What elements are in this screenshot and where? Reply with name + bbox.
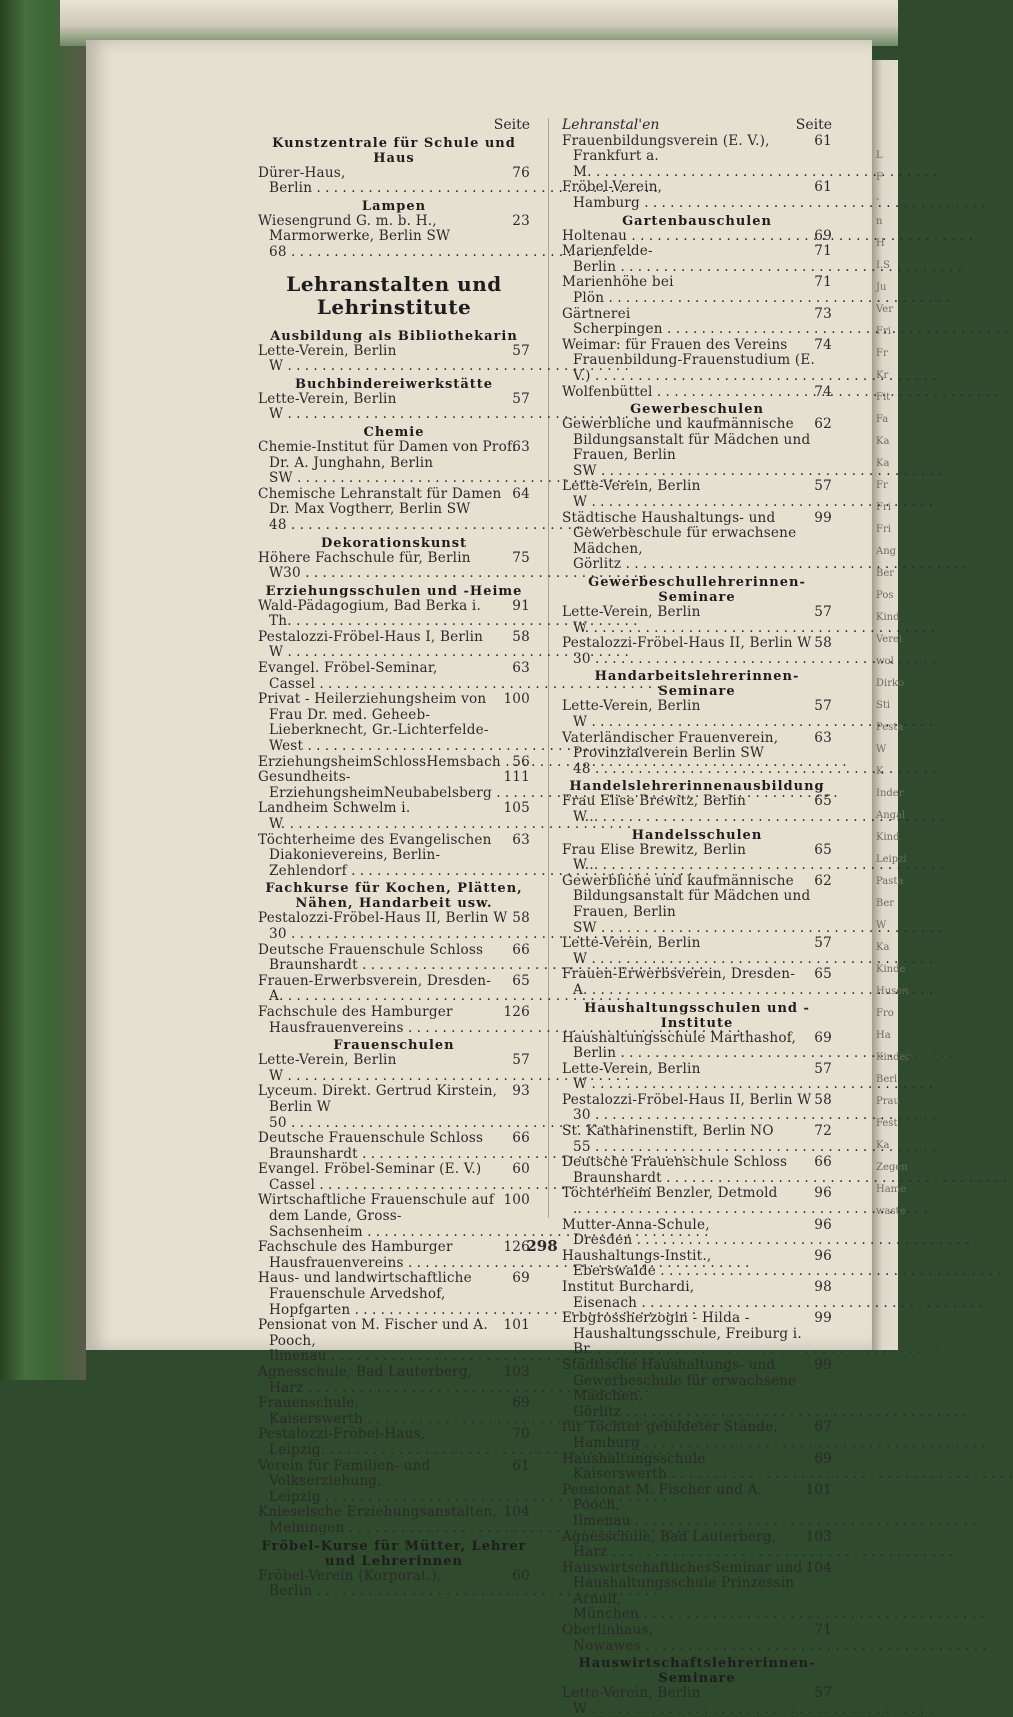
index-entry xyxy=(258,1084,530,1131)
facing-page-fragment: Fa xyxy=(876,414,889,425)
facing-page-fragment: Hame xyxy=(876,1184,907,1195)
entry-text: Städtische Haushaltungs- und Gewerbeschule für erwachsene Mädchen, Görlitz . . . xyxy=(573,1358,821,1420)
index-entry xyxy=(258,440,530,487)
index-entry xyxy=(562,1530,832,1561)
index-entry xyxy=(258,344,530,375)
entry-text: für Töchter gebildeter Stände, Hamburg . . . xyxy=(573,1420,821,1451)
entry-text: Erbgrossherzogin - Hilda - Haushaltungsschule, Freiburg i. Br. . . . xyxy=(573,1311,821,1358)
category-heading: Erziehungsschulen und -Heime xyxy=(265,583,523,599)
running-head: Lehranstal'en xyxy=(562,117,660,133)
facing-page-fragment: Fit xyxy=(876,392,891,403)
category-heading: Buchbindereiwerkstätte xyxy=(294,376,494,392)
facing-page-fragment: Ber xyxy=(876,898,895,909)
entry-text: Dürer-Haus, Berlin . . . xyxy=(269,166,519,197)
facing-page-fragment: Pasta xyxy=(876,876,904,887)
facing-page-fragment: Husen xyxy=(876,986,909,997)
entry-page: 61 xyxy=(512,1457,530,1474)
index-entry xyxy=(258,1396,530,1427)
entry-page: 61 xyxy=(814,132,832,149)
entry-page: 96 xyxy=(814,1247,832,1264)
index-entry xyxy=(258,1505,530,1536)
entry-text: Töchterheim Benzler, Detmold .. . . . xyxy=(573,1186,821,1217)
entry-text: Fröbel-Verein (Korporat.), Berlin . . . xyxy=(269,1569,519,1600)
index-entry xyxy=(562,1062,832,1093)
index-entry xyxy=(258,1271,530,1318)
entry-text: Pestalozzi-Fröbel-Haus II, Berlin W 30 . . . xyxy=(269,911,519,942)
entry-page: 100 xyxy=(503,1192,530,1209)
entry-text: Frauen-Erwerbsverein, Dresden-A. . . . xyxy=(573,967,821,998)
entry-page: 62 xyxy=(814,416,832,433)
category-heading: Fröbel-Kurse für Mütter, Lehrer und Lehrerinnen xyxy=(261,1538,527,1569)
entry-page: 105 xyxy=(503,800,530,817)
entry-text: Holtenau . . . xyxy=(573,229,821,245)
index-entry xyxy=(258,1162,530,1193)
entry-page: 57 xyxy=(512,1052,530,1069)
entry-page: 91 xyxy=(512,597,530,614)
index-entry xyxy=(562,134,832,181)
category-heading: Dekorationskunst xyxy=(320,535,468,551)
entry-text: Lette-Verein, Berlin W . . . xyxy=(269,344,519,375)
index-entry xyxy=(258,1193,530,1240)
entry-text: Frauenbildungsverein (E. V.), Frankfurt a. M. . . . xyxy=(573,134,821,181)
entry-page: 96 xyxy=(814,1185,832,1202)
entry-page: 67 xyxy=(814,1419,832,1436)
facing-page-fragment: Fr xyxy=(876,480,888,491)
entry-page: 126 xyxy=(503,1003,530,1020)
entry-page: 76 xyxy=(512,164,530,181)
entry-page: 72 xyxy=(814,1123,832,1140)
entry-text: Marienfelde-Berlin . . . xyxy=(573,244,821,275)
entry-page: 65 xyxy=(814,793,832,810)
entry-page: 57 xyxy=(814,1685,832,1702)
index-entry xyxy=(562,967,832,998)
index-entry xyxy=(562,936,832,967)
entry-page: 63 xyxy=(512,660,530,677)
entry-page: 96 xyxy=(814,1216,832,1233)
index-entry xyxy=(562,1093,832,1124)
category-heading: Gartenbauschulen xyxy=(622,213,772,229)
index-entry xyxy=(258,1131,530,1162)
entry-page: 57 xyxy=(512,342,530,359)
category-heading: Lampen xyxy=(361,198,427,214)
entry-page: 57 xyxy=(814,935,832,952)
entry-text: Deutsche Frauenschule Schloss Braunshardt . . . xyxy=(573,1155,821,1186)
index-entry xyxy=(562,1155,832,1186)
entry-page: 103 xyxy=(805,1528,832,1545)
entry-text: Chemie-Institut für Damen von Prof. Dr. A. Junghahn, Berlin SW . . . xyxy=(269,440,519,487)
index-entry xyxy=(562,479,832,510)
entry-text: Frauenschule, Kaiserswerth . . . xyxy=(269,1396,519,1427)
category-heading: Fachkurse für Kochen, Plätten, Nähen, Handarbeit usw. xyxy=(265,881,523,912)
index-entry xyxy=(562,1483,832,1530)
entry-text: Wiesengrund G. m. b. H., Marmorwerke, Berlin SW 68 . . . xyxy=(269,214,519,261)
entry-page: 93 xyxy=(512,1083,530,1100)
facing-page-fragment: Kr xyxy=(876,370,889,381)
index-entry xyxy=(258,1318,530,1365)
entry-page: 58 xyxy=(814,635,832,652)
category-heading: Gewerbeschulen xyxy=(630,402,764,418)
entry-text: Privat - Heilerziehungsheim von Frau Dr. med. Geheeb-Lieberknecht, Gr.-Lichterfelde-West . . . xyxy=(269,692,510,754)
entry-page: 58 xyxy=(512,910,530,927)
index-entry xyxy=(562,1686,832,1717)
index-entry xyxy=(258,1427,530,1458)
entry-text: Frauen-Erwerbsverein, Dresden-A. . . . xyxy=(269,974,519,1005)
entry-text: Lette-Verein, Berlin W . . . xyxy=(573,699,821,730)
index-entry xyxy=(562,417,832,479)
entry-page: 58 xyxy=(512,628,530,645)
entry-text: Vaterländischer Frauenverein, Provinzialverein Berlin SW 48 . . . xyxy=(573,731,821,778)
entry-text: Lette-Verein, Berlin W . . . xyxy=(269,392,519,423)
index-entry xyxy=(258,755,530,771)
entry-text: St. Katharinenstift, Berlin NO 55 . . . xyxy=(573,1124,821,1155)
index-entry xyxy=(258,974,530,1005)
index-entry xyxy=(562,1561,832,1623)
entry-text: Oberlinhaus, Nowawes . . . xyxy=(573,1623,821,1654)
entry-text: ErziehungsheimSchlossHemsbach . . . xyxy=(269,755,519,771)
index-entry xyxy=(258,630,530,661)
entry-text: Lette-Verein, Berlin W . . . xyxy=(573,479,821,510)
facing-page-fragment: Kind xyxy=(876,832,900,843)
entry-page: 60 xyxy=(512,1567,530,1584)
entry-text: Evangel. Fröbel-Seminar (E. V.) Cassel . . . xyxy=(269,1162,519,1193)
entry-text: Lette-Verein, Berlin W. . . . xyxy=(573,605,821,636)
entry-page: 104 xyxy=(805,1559,832,1576)
index-entry xyxy=(562,180,832,211)
facing-page-fragment: waste xyxy=(876,1206,906,1217)
entry-page: 98 xyxy=(814,1279,832,1295)
index-entry xyxy=(562,307,832,338)
index-entry xyxy=(258,1569,530,1600)
category-heading: Frauenschulen xyxy=(333,1038,455,1054)
entry-page: 104 xyxy=(503,1504,530,1521)
facing-page-fragment: Zegen xyxy=(876,1162,908,1173)
facing-page-fragment: Sti xyxy=(876,700,891,711)
index-entry xyxy=(562,1358,832,1420)
book-binding-left xyxy=(0,0,86,1380)
entry-text: Haushaltungsschule Kaiserswerth . . . xyxy=(573,1452,821,1483)
entry-page: 63 xyxy=(512,831,530,848)
facing-page-fragment: Angal xyxy=(876,810,906,821)
index-entry xyxy=(562,874,832,936)
facing-page-fragment: Fro xyxy=(876,1008,894,1019)
index-entry xyxy=(562,1031,832,1062)
category-heading: Haushaltungsschulen und -Institute xyxy=(584,1000,810,1031)
page-number: 298 xyxy=(526,1237,558,1255)
entry-page: 69 xyxy=(814,1029,832,1046)
facing-page-fragment: W xyxy=(876,744,887,755)
entry-text: Wald-Pädagogium, Bad Berka i. Th. . . . xyxy=(269,599,519,630)
entry-page: 66 xyxy=(814,1154,832,1171)
facing-page-fragment: Leipzi xyxy=(876,854,907,865)
entry-text: Landheim Schwelm i. W. . . . xyxy=(269,801,510,832)
facing-page-fragment: Ka xyxy=(876,942,890,953)
index-entry xyxy=(562,1452,832,1483)
entry-text: Verein für Familien- und Volkserziehung, Leipzig . . . xyxy=(269,1459,519,1506)
entry-page: 57 xyxy=(814,604,832,621)
entry-page: 74 xyxy=(814,383,832,400)
index-entry xyxy=(562,1623,832,1654)
category-heading: Kunstzentrale für Schule und Haus xyxy=(272,135,516,166)
facing-page-fragment: Berl xyxy=(876,1074,898,1085)
entry-page: 64 xyxy=(512,485,530,502)
entry-text: Lette-Verein, Berlin W . . . xyxy=(269,1053,519,1084)
entry-text: Pestalozzi-Fröbel-Haus I, Berlin W . . . xyxy=(269,630,519,661)
facing-page-fragment: Kind xyxy=(876,612,900,623)
entry-page: 61 xyxy=(814,179,832,196)
index-entry xyxy=(258,692,530,754)
facing-page-fragment: Fr xyxy=(876,348,888,359)
index-entry xyxy=(258,1459,530,1506)
entry-text: Evangel. Fröbel-Seminar, Cassel . . . xyxy=(269,661,519,692)
index-entry xyxy=(562,731,832,778)
facing-page-fragment: Ka xyxy=(876,436,890,447)
entry-page: 65 xyxy=(512,972,530,989)
facing-page-fragment: wol xyxy=(876,656,894,667)
entry-text: Fachschule des Hamburger Hausfrauenvereins . . . xyxy=(269,1240,510,1271)
entry-page: 69 xyxy=(814,227,832,244)
entry-text: Institut Burchardi, Eisenach . . . xyxy=(573,1280,821,1311)
facing-page-fragment: Ju xyxy=(876,282,887,293)
entry-page: 101 xyxy=(503,1317,530,1334)
entry-text: Haushaltungs-Instit., Eberswalde . . . xyxy=(573,1249,821,1280)
entry-text: Städtische Haushaltungs- und Gewerbeschule für erwachsene Mädchen, Görlitz . . . xyxy=(573,511,821,573)
entry-page: 56 xyxy=(512,753,530,770)
index-entry xyxy=(258,833,530,880)
entry-page: 100 xyxy=(503,691,530,708)
facing-page-fragment: Ka xyxy=(876,1140,890,1151)
index-entry xyxy=(562,1186,832,1217)
entry-text: Fachschule des Hamburger Hausfrauenvereins . . . xyxy=(269,1005,510,1036)
entry-page: 70 xyxy=(512,1426,530,1443)
index-entry xyxy=(258,1365,530,1396)
entry-page: 58 xyxy=(814,1091,832,1108)
entry-text: Lyceum. Direkt. Gertrud Kirstein, Berlin W 50 . . . xyxy=(269,1084,519,1131)
entry-page: 71 xyxy=(814,274,832,291)
index-entry xyxy=(258,551,530,582)
facing-page-fragment: Dirko xyxy=(876,678,905,689)
index-entry xyxy=(258,392,530,423)
entry-text: Fröbel-Verein, Hamburg . . . xyxy=(573,180,821,211)
entry-page: 111 xyxy=(503,769,530,786)
index-entry xyxy=(562,511,832,573)
index-entry xyxy=(562,275,832,306)
entry-text: Frau Elise Brewitz, Berlin W... . . . xyxy=(573,794,821,825)
index-entry xyxy=(562,385,832,401)
entry-text: Pensionat von M. Fischer und A. Pooch, Ilmenau . . . xyxy=(269,1318,510,1365)
entry-text: Lette-Verein, Berlin W . . . xyxy=(573,1686,821,1717)
entry-page: 62 xyxy=(814,872,832,889)
entry-page: 99 xyxy=(814,509,832,526)
entry-page: 74 xyxy=(814,336,832,353)
entry-text: Pensionat M. Fischer und A. Pooch, Ilmenau . . . xyxy=(573,1483,812,1530)
entry-text: Gewerbliche und kaufmännische Bildungsanstalt für Mädchen und Frauen, Berlin SW . . . xyxy=(573,874,821,936)
index-entry xyxy=(562,1311,832,1358)
facing-page-fragment: L xyxy=(876,150,883,161)
facing-page-fragment: Fri xyxy=(876,502,891,513)
entry-page: 71 xyxy=(814,1622,832,1639)
index-entry xyxy=(562,794,832,825)
index-entry xyxy=(258,1053,530,1084)
facing-page-fragment: W xyxy=(876,920,887,931)
entry-text: Gewerbliche und kaufmännische Bildungsanstalt für Mädchen und Frauen, Berlin SW . . . xyxy=(573,417,821,479)
entry-page: 63 xyxy=(512,438,530,455)
index-entry xyxy=(258,801,530,832)
index-entry xyxy=(562,1249,832,1280)
entry-text: Haushaltungsschule Marthashof, Berlin . . . xyxy=(573,1031,821,1062)
entry-text: Weimar: für Frauen des Vereins Frauenbildung-Frauenstudium (E. V.) . . . xyxy=(573,338,821,385)
entry-page: 99 xyxy=(814,1356,832,1373)
index-entry xyxy=(258,214,530,261)
entry-page: 69 xyxy=(814,1450,832,1467)
category-heading: Chemie xyxy=(363,424,425,440)
entry-text: Wirtschaftliche Frauenschule auf dem Lande, Gross-Sachsenheim . . . xyxy=(269,1193,510,1240)
category-heading: Gewerbeschullehrerinnen-Seminare xyxy=(588,575,806,606)
seite-label: Seite xyxy=(493,117,530,133)
index-entry xyxy=(562,1420,832,1451)
index-entry xyxy=(562,843,832,874)
seite-label: Seite xyxy=(795,117,832,133)
entry-page: 126 xyxy=(503,1239,530,1256)
facing-page-fragment: Kinder xyxy=(876,1052,911,1063)
index-entry xyxy=(258,1005,530,1036)
entry-text: Gesundheits-ErziehungsheimNeubabelsberg . . . xyxy=(269,770,510,801)
entry-page: 57 xyxy=(512,390,530,407)
entry-text: Knieselsche Erziehungsanstalten, Meiningen . . . xyxy=(269,1505,510,1536)
entry-text: Pestalozzi-Fröbel-Haus, Leipzig. . . . xyxy=(269,1427,519,1458)
index-entry xyxy=(562,1124,832,1155)
facing-page-fragment: Verei xyxy=(876,634,903,645)
facing-page-fragment: H xyxy=(876,238,885,249)
entry-text: Haus- und landwirtschaftliche Frauenschule Arvedshof, Hopfgarten . . . xyxy=(269,1271,519,1318)
entry-text: Wolfenbüttel . . . xyxy=(573,385,821,401)
index-entry xyxy=(562,605,832,636)
right-column-header xyxy=(562,118,832,134)
facing-page-fragment: Fest xyxy=(876,1118,898,1129)
entry-page: 60 xyxy=(512,1161,530,1178)
index-entry xyxy=(258,661,530,692)
entry-text: Deutsche Frauenschule Schloss Braunshardt . . . xyxy=(269,943,519,974)
facing-page-fragment: Ang xyxy=(876,546,897,557)
entry-text: Pestalozzi-Fröbel-Haus II, Berlin W 30 . . . xyxy=(573,636,821,667)
facing-page-fragment: I.S xyxy=(876,260,890,271)
index-entry xyxy=(562,229,832,245)
facing-page-fragment: Ber xyxy=(876,568,895,579)
entry-text: Deutsche Frauenschule Schloss Braunshardt . . . xyxy=(269,1131,519,1162)
facing-page-fragment: n xyxy=(876,216,883,227)
entry-page: 101 xyxy=(805,1481,832,1498)
facing-page-fragment: Inder xyxy=(876,788,904,799)
facing-page-fragment: Ka xyxy=(876,458,890,469)
entry-page: 71 xyxy=(814,243,832,260)
facing-page-fragment: K xyxy=(876,766,884,777)
facing-page-fragment: Ha xyxy=(876,1030,891,1041)
entry-text: Mutter-Anna-Schule, Dresden . . . xyxy=(573,1218,821,1249)
facing-page-fragment: Ver xyxy=(876,304,894,315)
facing-page-fragment: F xyxy=(876,172,883,183)
entry-text: Pestalozzi-Fröbel-Haus II, Berlin W 30 . . . xyxy=(573,1093,821,1124)
facing-page-fragment: - xyxy=(876,194,880,205)
entry-page: 66 xyxy=(512,1130,530,1147)
entry-page: 103 xyxy=(503,1364,530,1380)
entry-text: Höhere Fachschule für, Berlin W30 . . . xyxy=(269,551,519,582)
category-heading: Hauswirtschaftslehrerinnen-Seminare xyxy=(578,1656,816,1687)
index-entry xyxy=(562,1280,832,1311)
entry-page: 65 xyxy=(814,841,832,858)
category-heading: Handelslehrerinnenausbildung xyxy=(569,779,825,795)
index-entry xyxy=(258,599,530,630)
column-divider xyxy=(548,118,549,1218)
entry-text: Lette-Verein, Berlin W . . . xyxy=(573,1062,821,1093)
index-entry xyxy=(258,911,530,942)
section-title: Lehranstalten und Lehrinstitute xyxy=(286,271,502,319)
index-entry xyxy=(258,487,530,534)
category-heading: Ausbildung als Bibliothekarin xyxy=(270,328,518,344)
entry-page: 99 xyxy=(814,1310,832,1327)
entry-text: Marienhöhe bei Plön . . . xyxy=(573,275,821,306)
index-entry xyxy=(562,699,832,730)
entry-page: 57 xyxy=(814,1060,832,1077)
facing-page-fragment: Pesta xyxy=(876,722,904,733)
entry-text: Agnesschule, Bad Lauterberg, Harz . . . xyxy=(573,1530,812,1561)
index-entry xyxy=(258,943,530,974)
entry-page: 57 xyxy=(814,478,832,495)
facing-page-fragment: Fri xyxy=(876,326,891,337)
index-entry xyxy=(562,636,832,667)
facing-page-fragment: Kinde xyxy=(876,964,906,975)
entry-page: 65 xyxy=(814,966,832,983)
entry-page: 69 xyxy=(512,1270,530,1287)
entry-page: 69 xyxy=(512,1395,530,1412)
facing-page-edge xyxy=(872,60,911,1350)
entry-text: Agnesschule, Bad Lauterberg, Harz . . . xyxy=(269,1365,510,1396)
index-entry xyxy=(258,1240,530,1271)
facing-page-fragment: Pos xyxy=(876,590,894,601)
index-entry xyxy=(258,166,530,197)
entry-page: 63 xyxy=(814,729,832,746)
left-column xyxy=(258,118,530,1600)
right-column xyxy=(562,118,832,1717)
index-entry xyxy=(258,770,530,801)
entry-page: 57 xyxy=(814,698,832,715)
entry-page: 75 xyxy=(512,549,530,566)
entry-text: Chemische Lehranstalt für Damen Dr. Max Vogtherr, Berlin SW 48 . . . xyxy=(269,487,519,534)
entry-page: 73 xyxy=(814,305,832,322)
index-entry xyxy=(562,244,832,275)
facing-page-fragment: Fri xyxy=(876,524,891,535)
category-heading: Handarbeitslehrerinnen-Seminare xyxy=(594,669,800,700)
entry-text: Lette-Verein, Berlin W . . . xyxy=(573,936,821,967)
index-entry xyxy=(562,338,832,385)
entry-text: Gärtnerei Scherpingen . . . xyxy=(573,307,821,338)
entry-text: HauswirtschaftlichesSeminar und Haushaltungsschule Prinzessin Arnulf, München . . . xyxy=(573,1561,812,1623)
facing-page-fragment: Prau xyxy=(876,1096,900,1107)
entry-page: 23 xyxy=(512,212,530,229)
entry-text: Frau Elise Brewitz, Berlin W... . . . xyxy=(573,843,821,874)
entry-text: Töchterheime des Evangelischen Diakonievereins, Berlin-Zehlendorf . . . xyxy=(269,833,519,880)
category-heading: Handelsschulen xyxy=(631,827,763,843)
index-entry xyxy=(562,1218,832,1249)
entry-page: 66 xyxy=(512,941,530,958)
